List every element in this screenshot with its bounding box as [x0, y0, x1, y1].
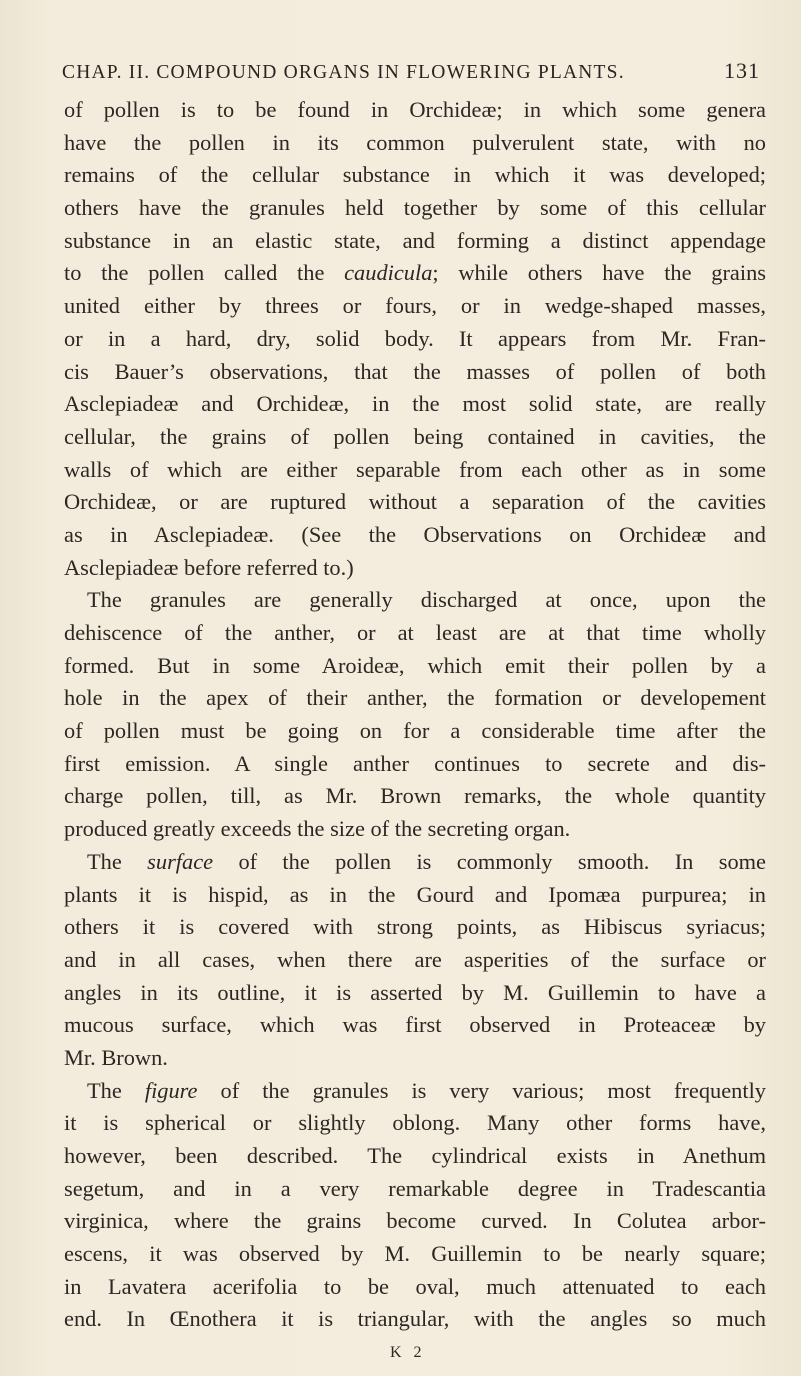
text-run: virginica, where the grains become curved. In Colutea arbor-	[64, 1208, 766, 1234]
text-line	[64, 944, 766, 977]
text-run: end. In Œnothera it is triangular, with the angles so much	[64, 1306, 766, 1332]
text-run: first emission. A single anther continues to secrete and dis-	[64, 750, 766, 776]
text-run: segetum, and in a very remarkable degree in Tradescantia	[64, 1175, 766, 1201]
text-line	[64, 1042, 766, 1075]
text-run: Asclepiadeæ and Orchideæ, in the most solid state, are really	[64, 391, 766, 417]
text-run: Mr. Brown.	[64, 1044, 168, 1070]
text-run: substance in an elastic state, and forming a distinct appendage	[64, 227, 766, 253]
text-line	[64, 1173, 766, 1206]
text-line	[64, 1107, 766, 1140]
text-run: of the pollen is commonly smooth. In some	[213, 848, 766, 874]
text-run: formed. But in some Aroideæ, which emit their pollen by a	[64, 652, 766, 678]
italic-term: caudicula	[344, 260, 433, 286]
text-run: as in Asclepiadeæ. (See the Observations on Orchideæ and	[64, 521, 766, 547]
text-run: others it is covered with strong points, as Hibiscus syriacus;	[64, 914, 766, 940]
signature-mark: K 2	[390, 1344, 426, 1361]
text-run: The	[87, 848, 148, 874]
text-line	[64, 388, 766, 421]
text-run: dehiscence of the anther, or at least are at that time wholly	[64, 620, 766, 645]
text-line	[64, 879, 766, 912]
text-line	[64, 1009, 766, 1042]
text-run: cis Bauer’s observations, that the masses of pollen of both	[64, 358, 766, 384]
text-run: remains of the cellular substance in which it was developed;	[64, 162, 766, 188]
text-run: others have the granules held together by some of this cellular	[64, 195, 766, 221]
text-run: of pollen is to be found in Orchideæ; in which some genera	[64, 97, 766, 122]
text-run: cellular, the grains of pollen being contained in cavities, the	[64, 423, 766, 449]
page-number: 131	[724, 58, 760, 83]
text-line	[64, 650, 766, 683]
text-line	[64, 290, 766, 323]
text-run: have the pollen in its common pulverulent state, with no	[64, 129, 766, 155]
text-run: of pollen must be going on for a considerable time after the	[64, 718, 766, 744]
text-run: it is spherical or slightly oblong. Many other forms have,	[64, 1110, 766, 1136]
text-line	[64, 94, 766, 127]
text-line	[64, 192, 766, 225]
text-line	[64, 748, 766, 781]
text-line	[64, 1303, 766, 1336]
text-line	[64, 1140, 766, 1173]
italic-term: figure	[144, 1077, 198, 1103]
text-run: or in a hard, dry, solid body. It appears from Mr. Fran-	[64, 325, 766, 351]
text-run: angles in its outline, it is asserted by M. Guillemin to have a	[64, 979, 766, 1005]
text-run: to the pollen called the	[64, 260, 345, 286]
text-line	[64, 552, 766, 585]
text-line	[64, 159, 766, 192]
text-line	[64, 127, 766, 160]
text-line	[64, 682, 766, 715]
text-line	[64, 519, 766, 552]
text-run: The	[87, 1077, 145, 1103]
text-line	[64, 813, 766, 846]
text-run: charge pollen, till, as Mr. Brown remarks, the whole quantity	[64, 783, 766, 809]
text-line	[64, 356, 766, 389]
text-run: however, been described. The cylindrical exists in Anethum	[64, 1143, 766, 1168]
text-line	[64, 1205, 766, 1238]
text-line	[64, 584, 766, 617]
text-line	[64, 257, 766, 290]
text-line	[64, 1075, 766, 1108]
text-line	[64, 486, 766, 519]
text-line	[64, 780, 766, 813]
page-header	[62, 58, 774, 88]
text-line	[64, 715, 766, 748]
text-line	[64, 225, 766, 258]
text-run: plants it is hispid, as in the Gourd and Ipomæa purpurea; in	[64, 881, 766, 907]
text-line	[64, 911, 766, 944]
running-title: CHAP. II. COMPOUND ORGANS IN FLOWERING PLANTS.	[62, 62, 625, 83]
italic-term: surface	[147, 848, 214, 874]
text-run: of the granules is very various; most frequently	[197, 1077, 766, 1103]
text-line	[64, 846, 766, 879]
text-line	[64, 454, 766, 487]
text-run: ; while others have the grains	[432, 260, 766, 286]
text-line	[64, 1238, 766, 1271]
text-line	[64, 977, 766, 1010]
text-line	[64, 617, 766, 650]
text-run: Asclepiadeæ before referred to.)	[64, 554, 354, 580]
text-run: The granules are generally discharged at once, upon the	[87, 587, 766, 613]
text-line	[64, 421, 766, 454]
body-text	[64, 94, 766, 1336]
text-run: hole in the apex of their anther, the formation or developement	[64, 685, 766, 711]
text-run: walls of which are either separable from each other as in some	[64, 456, 766, 482]
text-line	[64, 1271, 766, 1304]
text-run: in Lavatera acerifolia to be oval, much attenuated to each	[64, 1273, 766, 1299]
text-run: escens, it was observed by M. Guillemin to be nearly square;	[64, 1241, 766, 1267]
text-run: mucous surface, which was first observed in Proteaceæ by	[64, 1012, 766, 1038]
text-run: produced greatly exceeds the size of the secreting organ.	[64, 816, 571, 842]
text-line	[64, 323, 766, 356]
text-run: and in all cases, when there are asperities of the surface or	[64, 946, 766, 972]
text-run: Orchideæ, or are ruptured without a separation of the cavities	[64, 489, 766, 515]
text-run: united either by threes or fours, or in wedge-shaped masses,	[64, 293, 766, 319]
